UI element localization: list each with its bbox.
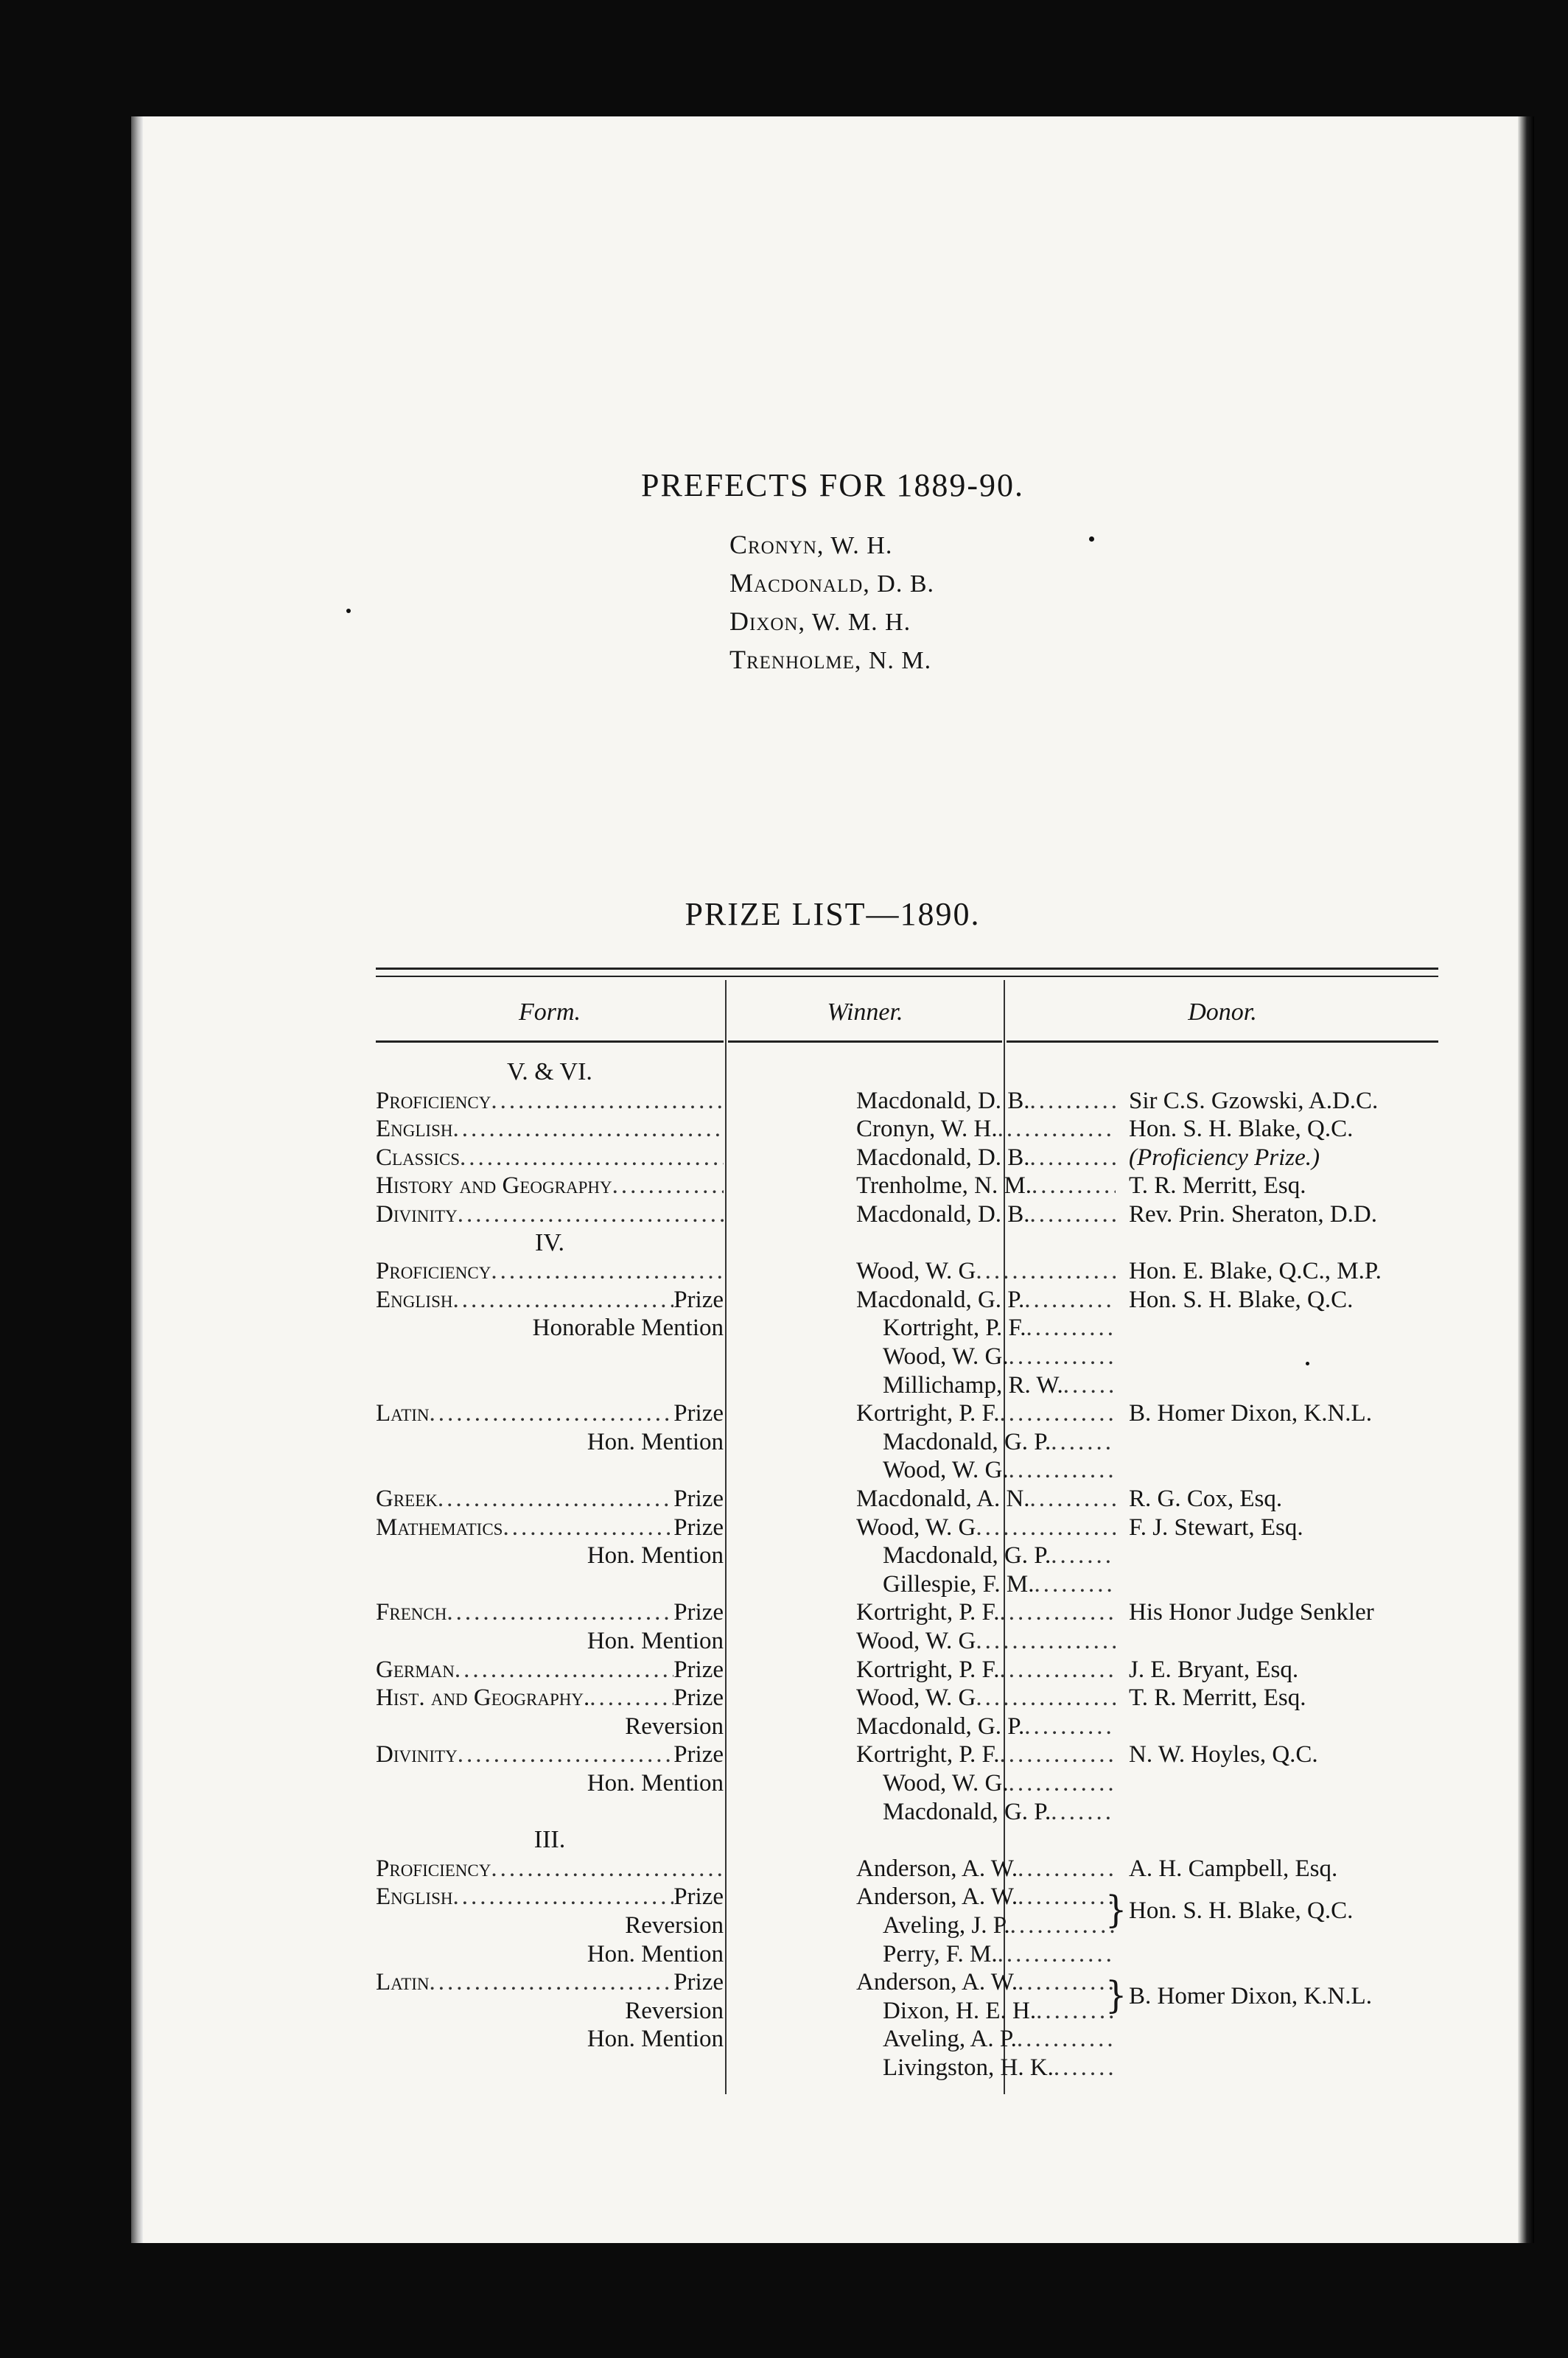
table-row bbox=[376, 1485, 1437, 1513]
dot-leader bbox=[1017, 2025, 1116, 2053]
form-subject: Mathematics bbox=[376, 1514, 503, 1541]
winner-name: Wood, W. G. bbox=[883, 1770, 1009, 1797]
donor-cell: Hon. S. H. Blake, Q.C. bbox=[1129, 1286, 1354, 1313]
form-subject: Latin bbox=[376, 1400, 430, 1427]
winner-cell bbox=[856, 1968, 1116, 1996]
section-row bbox=[376, 1058, 1437, 1086]
form-cell bbox=[376, 1200, 724, 1228]
winner-name: Kortright, P. F. bbox=[856, 1599, 1000, 1626]
winner-cell bbox=[856, 1570, 1116, 1598]
table-row bbox=[376, 1712, 1437, 1740]
prize-suffix: Prize bbox=[673, 1514, 724, 1541]
dot-leader bbox=[460, 1144, 724, 1172]
table-row bbox=[376, 1286, 1437, 1314]
form-subject: German bbox=[376, 1656, 455, 1683]
mention-label: Reversion bbox=[625, 1912, 724, 1939]
winner-name: Wood, W. G. bbox=[883, 1343, 1009, 1370]
dot-leader bbox=[1009, 1343, 1116, 1371]
dot-leader bbox=[1009, 1769, 1116, 1797]
dot-leader bbox=[976, 1684, 1116, 1712]
form-leader bbox=[376, 1257, 724, 1285]
winner-cell bbox=[856, 1542, 1116, 1570]
form-cell bbox=[376, 1883, 724, 1911]
dot-leader bbox=[998, 1115, 1116, 1143]
winner-cell bbox=[856, 2054, 1116, 2082]
mention-label: Reversion bbox=[625, 1997, 724, 2024]
form-leader bbox=[376, 1656, 724, 1684]
form-subject: Classics bbox=[376, 1144, 461, 1171]
winner-name: Macdonald, D. B. bbox=[856, 1144, 1030, 1171]
dot-leader bbox=[999, 1656, 1116, 1684]
dot-leader bbox=[447, 1598, 673, 1626]
form-leader bbox=[376, 1598, 724, 1626]
form-subject: Hist. and Geography. bbox=[376, 1684, 590, 1712]
winner-cell bbox=[856, 1684, 1116, 1712]
winner-name: Wood, W. G bbox=[856, 1684, 976, 1712]
form-cell bbox=[376, 1172, 724, 1200]
winner-cell bbox=[856, 1087, 1116, 1115]
donor-cell: B. Homer Dixon, K.N.L. bbox=[1129, 1400, 1372, 1427]
form-cell bbox=[376, 1514, 724, 1542]
table-row bbox=[376, 1144, 1437, 1172]
winner-name: Macdonald, A. N. bbox=[856, 1486, 1030, 1512]
dot-leader bbox=[458, 1200, 724, 1228]
winner-cell bbox=[856, 1656, 1116, 1684]
brace-mark: } bbox=[1105, 1973, 1127, 2017]
prize-suffix: Prize bbox=[673, 1599, 724, 1626]
form-leader bbox=[376, 1144, 724, 1172]
winner-cell bbox=[856, 1343, 1116, 1371]
dot-leader bbox=[503, 1514, 673, 1542]
prefect-surname: Macdonald bbox=[729, 568, 864, 598]
winner-name: Macdonald, D. B. bbox=[856, 1201, 1030, 1228]
mention-label: Hon. Mention bbox=[587, 2026, 724, 2053]
form-cell bbox=[376, 1598, 724, 1626]
table-row bbox=[376, 1627, 1437, 1655]
winner-cell bbox=[856, 1883, 1116, 1911]
dot-leader bbox=[453, 1115, 724, 1143]
form-leader bbox=[376, 1883, 724, 1911]
prefect-initials: D. B. bbox=[877, 570, 935, 598]
dot-leader bbox=[1018, 1883, 1116, 1911]
dot-leader bbox=[491, 1087, 724, 1115]
prefect-surname: Dixon bbox=[729, 606, 799, 636]
winner-name: Livingston, H. K. bbox=[883, 2054, 1054, 2081]
donor-cell: N. W. Hoyles, Q.C. bbox=[1129, 1741, 1318, 1768]
prefects-title: PREFECTS FOR 1889-90. bbox=[641, 467, 1024, 503]
dot-leader bbox=[1018, 1968, 1116, 1996]
header-rule-form bbox=[376, 1040, 724, 1043]
section-row bbox=[376, 1826, 1437, 1854]
dot-leader bbox=[976, 1627, 1116, 1655]
dot-leader bbox=[1051, 1542, 1116, 1570]
winner-cell bbox=[856, 1371, 1116, 1399]
table-row bbox=[376, 2025, 1437, 2053]
winner-name: Wood, W. G bbox=[856, 1258, 976, 1285]
winner-cell bbox=[856, 1514, 1116, 1542]
winner-name: Kortright, P. F. bbox=[856, 1741, 1000, 1768]
donor-cell: Rev. Prin. Sheraton, D.D. bbox=[1129, 1201, 1377, 1228]
table-row bbox=[376, 1115, 1437, 1143]
table-top-rule-thin bbox=[376, 976, 1438, 977]
donor-cell: R. G. Cox, Esq. bbox=[1129, 1486, 1283, 1512]
dot-leader bbox=[1018, 1855, 1116, 1883]
dot-leader bbox=[1024, 1286, 1116, 1314]
mention-label: Hon. Mention bbox=[587, 1770, 724, 1797]
form-leader bbox=[376, 1684, 724, 1712]
prize-suffix: Prize bbox=[673, 1684, 724, 1712]
donor-cell: T. R. Merritt, Esq. bbox=[1129, 1684, 1306, 1712]
winner-cell bbox=[856, 1911, 1116, 1939]
header-rule-donor bbox=[1007, 1040, 1438, 1043]
winner-name: Perry, F. M. bbox=[883, 1940, 998, 1967]
donor-cell: Hon. S. H. Blake, Q.C. bbox=[1129, 1897, 1354, 1925]
table-row bbox=[376, 1656, 1437, 1684]
table-row bbox=[376, 1514, 1437, 1542]
winner-name: Gillespie, F. M. bbox=[883, 1570, 1035, 1598]
winner-name: Macdonald, G. P. bbox=[856, 1286, 1025, 1313]
table-row bbox=[376, 1257, 1437, 1285]
form-section-heading: III. bbox=[533, 1826, 566, 1854]
prefect-separator: , bbox=[798, 609, 812, 636]
winner-cell bbox=[856, 1855, 1116, 1883]
table-row bbox=[376, 1997, 1437, 2025]
winner-name: Wood, W. G bbox=[856, 1514, 976, 1541]
form-subject: English bbox=[376, 1116, 453, 1143]
prize-suffix: Prize bbox=[673, 1486, 724, 1512]
form-cell bbox=[376, 1656, 724, 1684]
form-leader bbox=[376, 1740, 724, 1768]
form-subject: History and Geography bbox=[376, 1172, 612, 1200]
donor-cell: Sir C.S. Gzowski, A.D.C. bbox=[1129, 1087, 1379, 1114]
donor-cell: J. E. Bryant, Esq. bbox=[1129, 1656, 1299, 1683]
donor-cell: (Proficiency Prize.) bbox=[1129, 1144, 1320, 1171]
section-row bbox=[376, 1229, 1437, 1257]
dot-leader bbox=[976, 1514, 1116, 1542]
prefect-separator: , bbox=[863, 570, 878, 598]
dot-leader bbox=[438, 1485, 673, 1513]
table-row bbox=[376, 1343, 1437, 1371]
form-leader bbox=[376, 1855, 724, 1883]
winner-cell bbox=[856, 1940, 1116, 1968]
winner-name: Cronyn, W. H. bbox=[856, 1116, 998, 1143]
form-cell bbox=[376, 1257, 724, 1285]
form-subject: Latin bbox=[376, 1969, 430, 1996]
winner-cell bbox=[856, 1286, 1116, 1314]
form-subject: Proficiency bbox=[376, 1855, 491, 1882]
prefect-surname: Cronyn bbox=[729, 530, 817, 559]
winner-name: Trenholme, N. M. bbox=[856, 1172, 1032, 1200]
dot-leader bbox=[976, 1257, 1116, 1285]
form-cell bbox=[376, 1087, 724, 1115]
table-row bbox=[376, 1740, 1437, 1768]
mention-label: Hon. Mention bbox=[587, 1428, 724, 1455]
dot-leader bbox=[1030, 1144, 1116, 1172]
prefect-item bbox=[729, 640, 934, 679]
mention-label: Honorable Mention bbox=[532, 1315, 724, 1342]
form-cell bbox=[376, 1115, 724, 1143]
donor-cell: F. J. Stewart, Esq. bbox=[1129, 1514, 1303, 1541]
donor-cell: B. Homer Dixon, K.N.L. bbox=[1129, 1983, 1372, 2010]
dot-leader bbox=[491, 1257, 724, 1285]
prefect-item bbox=[729, 564, 934, 602]
table-row bbox=[376, 1769, 1437, 1797]
prize-list-title: PRIZE LIST—1890. bbox=[685, 896, 981, 932]
table-row bbox=[376, 1798, 1437, 1826]
form-leader bbox=[376, 1968, 724, 1996]
winner-name: Macdonald, G. P. bbox=[883, 1798, 1051, 1825]
winner-cell bbox=[856, 1115, 1116, 1143]
prefect-separator: , bbox=[854, 647, 869, 674]
header-winner: Winner. bbox=[827, 998, 903, 1026]
dot-leader bbox=[455, 1656, 673, 1684]
winner-name: Anderson, A. W. bbox=[856, 1883, 1018, 1911]
prize-suffix: Prize bbox=[673, 1741, 724, 1768]
winner-name: Wood, W. G. bbox=[883, 1457, 1009, 1484]
dot-leader bbox=[999, 1399, 1116, 1427]
dot-leader bbox=[1024, 1712, 1116, 1740]
brace-mark: } bbox=[1105, 1887, 1127, 1932]
form-subject: Divinity bbox=[376, 1201, 458, 1228]
prefect-initials: N. M. bbox=[868, 647, 932, 674]
dot-leader bbox=[589, 1684, 673, 1712]
dot-leader bbox=[430, 1399, 674, 1427]
winner-cell bbox=[856, 1769, 1116, 1797]
page-right-edge bbox=[1518, 116, 1534, 2243]
winner-cell bbox=[856, 2025, 1116, 2053]
winner-name: Macdonald, G. P. bbox=[856, 1712, 1025, 1740]
winner-cell bbox=[856, 1712, 1116, 1740]
winner-name: Kortright, P. F. bbox=[856, 1656, 1000, 1683]
dot-leader bbox=[999, 1740, 1116, 1768]
table-row bbox=[376, 1172, 1437, 1200]
dot-leader bbox=[1010, 1911, 1116, 1939]
winner-cell bbox=[856, 1598, 1116, 1626]
winner-cell bbox=[856, 1740, 1116, 1768]
table-row bbox=[376, 1855, 1437, 1883]
prefect-separator: , bbox=[816, 532, 831, 559]
dot-leader bbox=[1032, 1172, 1116, 1200]
form-subject: Proficiency bbox=[376, 1258, 491, 1285]
mention-label: Hon. Mention bbox=[587, 1628, 724, 1654]
form-section-heading: V. & VI. bbox=[507, 1058, 592, 1085]
winner-cell bbox=[856, 1485, 1116, 1513]
form-cell bbox=[376, 1144, 724, 1172]
mention-label: Hon. Mention bbox=[587, 1542, 724, 1570]
winner-cell bbox=[856, 1627, 1116, 1655]
table-row bbox=[376, 1200, 1437, 1228]
table-row bbox=[376, 1428, 1437, 1456]
table-row bbox=[376, 1456, 1437, 1484]
header-donor: Donor. bbox=[1188, 998, 1257, 1026]
form-cell bbox=[376, 1740, 724, 1768]
table-top-rule bbox=[376, 968, 1438, 970]
form-leader bbox=[376, 1087, 724, 1115]
winner-name: Kortright, P. F. bbox=[856, 1400, 1000, 1427]
ink-speck bbox=[1306, 1362, 1309, 1365]
form-cell bbox=[376, 1968, 724, 1996]
mention-label: Reversion bbox=[625, 1712, 724, 1740]
form-subject: Divinity bbox=[376, 1741, 458, 1768]
dot-leader bbox=[453, 1286, 674, 1314]
prize-suffix: Prize bbox=[673, 1883, 724, 1911]
winner-name: Aveling, J. P. bbox=[883, 1912, 1010, 1939]
dot-leader bbox=[1054, 2054, 1116, 2082]
winner-cell bbox=[856, 1144, 1116, 1172]
form-leader bbox=[376, 1115, 724, 1143]
form-leader bbox=[376, 1514, 724, 1542]
dot-leader bbox=[1051, 1798, 1116, 1826]
winner-cell bbox=[856, 1172, 1116, 1200]
winner-cell bbox=[856, 1428, 1116, 1456]
winner-name: Wood, W. G bbox=[856, 1628, 976, 1654]
donor-cell: His Honor Judge Senkler bbox=[1129, 1599, 1374, 1626]
donor-cell: Hon. S. H. Blake, Q.C. bbox=[1129, 1116, 1354, 1143]
winner-name: Macdonald, D. B. bbox=[856, 1087, 1030, 1114]
dot-leader bbox=[1036, 1997, 1116, 2025]
donor-cell: T. R. Merritt, Esq. bbox=[1129, 1172, 1306, 1200]
dot-leader bbox=[1051, 1428, 1116, 1456]
dot-leader bbox=[430, 1968, 674, 1996]
prize-suffix: Prize bbox=[673, 1400, 724, 1427]
prefect-initials: W. M. H. bbox=[811, 609, 911, 636]
winner-cell bbox=[856, 1399, 1116, 1427]
table-row bbox=[376, 1542, 1437, 1570]
dot-leader bbox=[491, 1855, 724, 1883]
prefect-surname: Trenholme bbox=[729, 645, 855, 674]
winner-cell bbox=[856, 1314, 1116, 1342]
winner-cell bbox=[856, 1456, 1116, 1484]
prefect-item bbox=[729, 602, 934, 640]
form-leader bbox=[376, 1485, 724, 1513]
form-cell bbox=[376, 1684, 724, 1712]
form-leader bbox=[376, 1286, 724, 1314]
document-page bbox=[131, 116, 1534, 2243]
prize-suffix: Prize bbox=[673, 1656, 724, 1683]
dot-leader bbox=[998, 1940, 1116, 1968]
winner-name: Kortright, P. F. bbox=[883, 1315, 1026, 1342]
table-row bbox=[376, 1940, 1437, 1968]
table-row bbox=[376, 1371, 1437, 1399]
form-section-heading: IV. bbox=[535, 1228, 564, 1256]
dot-leader bbox=[1030, 1200, 1116, 1228]
dot-leader bbox=[1063, 1371, 1116, 1399]
form-subject: English bbox=[376, 1286, 453, 1313]
dot-leader bbox=[612, 1172, 724, 1200]
winner-cell bbox=[856, 1997, 1116, 2025]
winner-cell bbox=[856, 1200, 1116, 1228]
dot-leader bbox=[458, 1740, 673, 1768]
ink-speck bbox=[346, 609, 351, 613]
mention-label: Hon. Mention bbox=[587, 1940, 724, 1967]
donor-cell: Hon. E. Blake, Q.C., M.P. bbox=[1129, 1258, 1382, 1285]
table-row bbox=[376, 1911, 1437, 1939]
header-form: Form. bbox=[518, 998, 581, 1026]
dot-leader bbox=[1030, 1087, 1116, 1115]
winner-cell bbox=[856, 1798, 1116, 1826]
table-row bbox=[376, 1598, 1437, 1626]
form-subject: English bbox=[376, 1883, 453, 1911]
winner-name: Millichamp, R. W. bbox=[883, 1371, 1063, 1399]
form-leader bbox=[376, 1172, 724, 1200]
prefect-item bbox=[729, 525, 934, 564]
dot-leader bbox=[1034, 1570, 1116, 1598]
dot-leader bbox=[999, 1598, 1116, 1626]
table-row bbox=[376, 1570, 1437, 1598]
prize-suffix: Prize bbox=[673, 1286, 724, 1313]
winner-name: Anderson, A. W. bbox=[856, 1969, 1018, 1996]
page-left-edge bbox=[131, 116, 143, 2243]
winner-name: Macdonald, G. P. bbox=[883, 1542, 1051, 1570]
table-row bbox=[376, 1399, 1437, 1427]
winner-cell bbox=[856, 1257, 1116, 1285]
table-row bbox=[376, 2054, 1437, 2082]
table-row bbox=[376, 1087, 1437, 1115]
prize-suffix: Prize bbox=[673, 1969, 724, 1996]
form-cell bbox=[376, 1485, 724, 1513]
form-cell bbox=[376, 1855, 724, 1883]
dot-leader bbox=[453, 1883, 674, 1911]
dot-leader bbox=[1030, 1485, 1116, 1513]
winner-name: Aveling, A. P. bbox=[883, 2026, 1017, 2053]
winner-name: Macdonald, G. P. bbox=[883, 1428, 1051, 1455]
form-cell bbox=[376, 1399, 724, 1427]
winner-name: Dixon, H. E. H. bbox=[883, 1997, 1037, 2024]
header-rule-winner bbox=[728, 1040, 1002, 1043]
form-subject: Proficiency bbox=[376, 1087, 491, 1114]
table-row bbox=[376, 1684, 1437, 1712]
winner-name: Anderson, A. W. bbox=[856, 1855, 1018, 1882]
form-leader bbox=[376, 1399, 724, 1427]
ink-speck bbox=[1089, 536, 1094, 542]
table-row bbox=[376, 1314, 1437, 1342]
form-subject: Greek bbox=[376, 1486, 438, 1512]
dot-leader bbox=[1026, 1314, 1116, 1342]
form-leader bbox=[376, 1200, 724, 1228]
donor-cell: A. H. Campbell, Esq. bbox=[1129, 1855, 1338, 1882]
form-subject: French bbox=[376, 1599, 447, 1626]
prefect-initials: W. H. bbox=[830, 532, 893, 559]
form-cell bbox=[376, 1286, 724, 1314]
prefects-list bbox=[729, 525, 934, 679]
dot-leader bbox=[1009, 1456, 1116, 1484]
